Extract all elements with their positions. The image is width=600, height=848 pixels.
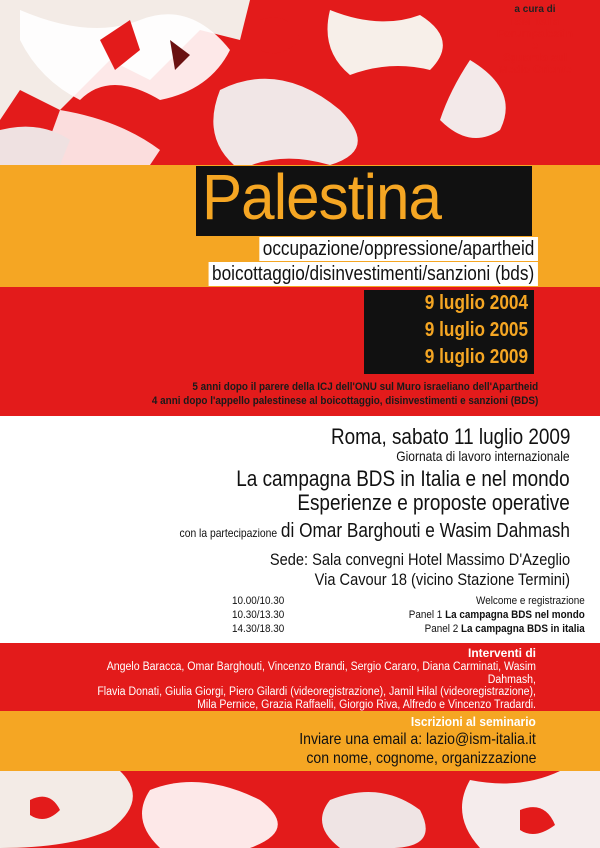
date-2009: 9 luglio 2009: [424, 346, 528, 368]
speakers-line: Angelo Baracca, Omar Barghouti, Vincenzo Brandi, Sergio Cararo, Diana Carminati, Wasim Dahmash,: [106, 661, 536, 686]
schedule-time: 10.00/10.30: [232, 595, 285, 607]
venue-address: Via Cavour 18 (vicino Stazione Termini): [314, 570, 570, 589]
speakers-title: Interventi di: [467, 646, 536, 660]
participation-label: con la partecipazione: [179, 526, 278, 540]
curator-forumpalestina: Forumpalestin: [497, 28, 573, 40]
schedule-time: 10.30/13.30: [232, 609, 285, 621]
event-place-date: Roma, sabato 11 luglio 2009: [330, 424, 570, 449]
schedule-table: [232, 594, 584, 636]
schedule-item: Welcome e registrazione: [476, 595, 585, 607]
curator-sguardo-line2: Medio Oriente: [498, 64, 572, 76]
anniversary-bds-appeal: 4 anni dopo l'appello palestinese al boicottaggio, disinvestimenti e sanzioni (BDS): [151, 395, 538, 407]
subtitle-occupazione: occupazione/oppressione/apartheid: [260, 237, 538, 261]
registration-title: Iscrizioni al seminario: [411, 714, 536, 729]
participation-guests: di Omar Barghouti e Wasim Dahmash: [280, 520, 570, 542]
speakers-line: Mila Pernice, Grazia Raffaelli, Giorgio Riva, Alfredo e Vincenzo Tradardi.: [197, 698, 536, 711]
schedule-row: [232, 622, 585, 636]
schedule-row: [232, 594, 585, 608]
schedule-row: [232, 608, 585, 622]
date-2005: 9 luglio 2005: [424, 319, 528, 341]
registration-email-line: Inviare una email a: lazio@ism-italia.it: [299, 731, 536, 748]
curator-ism-italia: ISM Italia: [511, 16, 559, 28]
curators-box: [480, 4, 590, 76]
schedule-item: Panel 1 La campagna BDS nel mondo: [408, 609, 585, 621]
schedule-item: Panel 2 La campagna BDS in italia: [424, 623, 585, 635]
venue-name: Sede: Sala convegni Hotel Massimo D'Azeglio: [269, 550, 570, 569]
event-type: Giornata di lavoro internazionale: [396, 448, 570, 464]
event-headline-2: Esperienze e proposte operative: [297, 490, 570, 515]
date-2004: 9 luglio 2004: [424, 292, 528, 314]
page-title: Palestina: [202, 161, 442, 233]
event-headline-1: La campagna BDS in Italia e nel mondo: [236, 466, 570, 491]
speakers-line: Flavia Donati, Giulia Giorgi, Piero Gilardi (videoregistrazione), Jamil Hilal (videoregistrazione),: [97, 686, 537, 698]
curator-sguardo-line1: Sguardo sul: [503, 52, 567, 64]
event-participants: [180, 520, 570, 543]
registration-details-line: con nome, cognome, organizzazione: [305, 750, 536, 767]
speakers-list: [58, 661, 536, 711]
anniversary-icj: 5 anni dopo il parere della ICJ dell'ONU sul Muro israeliano dell'Apartheid: [192, 381, 538, 393]
curators-intro: a cura di: [514, 4, 556, 15]
subtitle-boicottaggio: boicottaggio/disinvestimenti/sanzioni (bds): [209, 262, 538, 286]
curators-conjunction: e: [531, 40, 539, 52]
schedule-time: 14.30/18.30: [232, 623, 285, 635]
